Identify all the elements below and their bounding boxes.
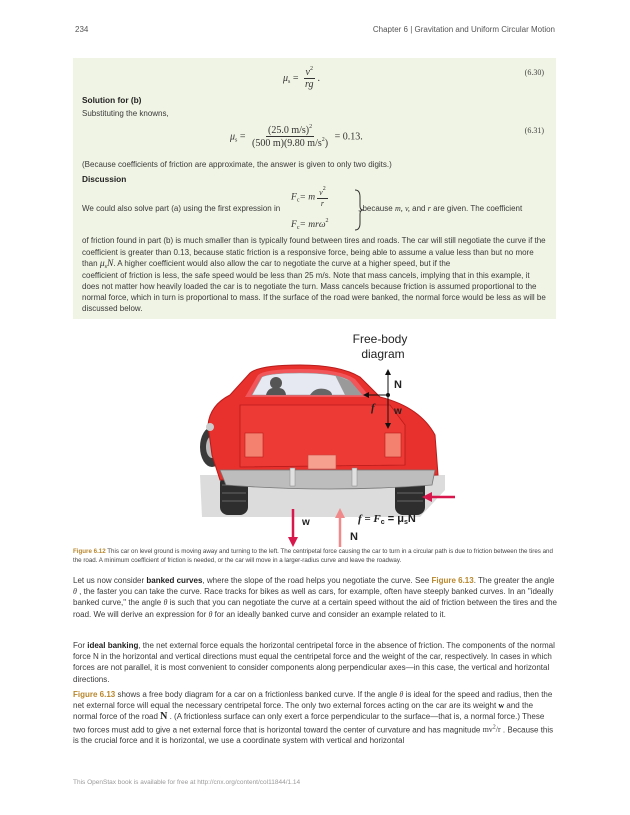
because-text: , because (358, 204, 393, 213)
term-ideal-banking: ideal banking (87, 641, 139, 650)
coefficient-text: are given. The coefficient (433, 204, 523, 213)
p2-text-a: For (73, 641, 88, 650)
normal-label: N (350, 531, 358, 543)
running-head: Chapter 6 | Gravitation and Uniform Circular Motion (372, 25, 555, 34)
fbd-title-line-1: Free-body (352, 332, 408, 346)
car-illustration (190, 325, 460, 550)
friction-equation (358, 513, 416, 526)
p3-text-c: and the normal force of the road (73, 701, 534, 722)
discussion-paragraph-1 (82, 235, 548, 274)
friction-eq-mu: = μ (384, 513, 404, 525)
theta-symbol: θ (73, 587, 77, 597)
left-taillight (245, 433, 263, 457)
mv-sup: 2 (492, 724, 496, 731)
denominator: rg (305, 79, 314, 90)
discussion-intro-end (358, 203, 558, 214)
denominator: (500 m)(9.80 m/s (252, 138, 322, 149)
equation-6-31-body: $\mu_s$ = $\frac{(25.0 m/s)^2}{(500 m)(9.80 m/s^2)}$ = 0.13. (230, 124, 363, 149)
discussion-p1-text: of friction found in part (b) is much smaller than is typically found between tires and roads. The car will still negotiate the curve if the coefficient is greater than 0.13, because static friction is a responsive force, being able to assume a value less than but no more than (82, 236, 546, 268)
weight-arrowhead (288, 537, 298, 547)
numerator-sup: 2 (310, 66, 313, 72)
figure-6-12 (190, 325, 460, 550)
numerator: (25.0 m/s) (267, 125, 310, 136)
mu-s-n: $\mu_sN$ (99, 259, 114, 270)
equation-number: (6.30) (524, 68, 544, 77)
discussion-paragraph-2: coefficient of friction is less, the safe speed would be less than 25 m/s. Note that mass cancels, implying that in this example, it does not matter how heavily loaded the car is to negotiate the turn. Mass cancels because friction is assumed proportional to the normal force, which in turn is proportional to mass. If the surface of the road were banked, the normal force would be less as will be discussed below. (82, 271, 546, 313)
discussion-intro-text: We could also solve part (a) using the first expression in (82, 204, 281, 213)
term-banked-curves: banked curves (146, 576, 203, 585)
numerator: v (305, 67, 310, 78)
p1-text-e: is such that you can negotiate the curve at a certain speed without the aid of friction between the tires and the road. We will derive an expression for (73, 598, 557, 619)
var-v: v, (404, 204, 410, 213)
caption-text: This car on level ground is moving away and turning to the left. The centripetal force causing the car to turn in a circular path is due to friction between the tires and the road. A minimum coefficient of friction is needed, or the car will move in a larger-radius curve and leave the roadway. (73, 548, 553, 564)
weight-symbol: w (498, 701, 505, 711)
p1-text-b: , where the slope of the road helps you negotiate the curve. See (202, 576, 432, 585)
fc-rhs: = m (299, 192, 316, 203)
p1-text-c: . The greater the angle (473, 576, 555, 585)
example-box (73, 58, 556, 319)
mu-symbol: μ (283, 72, 289, 84)
normal-symbol: N (160, 711, 168, 723)
equation-result: = 0.13. (334, 131, 363, 143)
var-r: r (427, 204, 431, 213)
friction-eq-n: N (407, 513, 416, 525)
paragraph-free-body (73, 689, 558, 747)
mu-sub: s (288, 78, 291, 85)
fraction (250, 124, 330, 150)
fc-system: $F_c= m$ $\frac{v^2}{r}$ $F_c= mr\omega^2$ (291, 186, 371, 234)
fbd-label-w: w (394, 406, 402, 417)
denominator-sup: 2 (321, 137, 325, 143)
fc-lhs: F (291, 192, 297, 203)
fbd-label-n: N (394, 379, 402, 391)
fc-sub: c (296, 197, 300, 204)
substituting-text: Substituting the knowns, (82, 109, 169, 118)
fbd-title-line-2: diagram (361, 347, 405, 361)
mu-sub: s (235, 137, 238, 144)
over-r-text: /r (495, 725, 501, 735)
mu-symbol: μ (99, 259, 105, 269)
equation-6-31 (73, 122, 556, 158)
p3-text-a: shows a free body diagram for a car on a frictionless banked curve. If the angle (115, 690, 400, 699)
p2-text-b: , the net external force equals the horizontal centripetal force in the absence of friction. The components of the normal force N in the horizontal and vertical directions must equal the centripetal force and the weight of the car, respectively. In cases in which forces are not parallel, it is most convenient to consider components along perpendicular axes—in this case, the vertical and horizontal directions. (73, 641, 555, 684)
p1-text-d: , the faster you can take the curve. Race tracks for bikes as well as cars, for example, often have steeply banked curves. In an "ideally banked curve," the angle (73, 587, 554, 608)
var-m: m, (394, 204, 403, 213)
mv2-over-r (483, 725, 501, 734)
p1-text-a: Let us now consider (73, 576, 147, 585)
friction-eq-lhs: f = F (358, 513, 381, 525)
fc-rhs-2: = mrω (299, 220, 326, 230)
denominator-close: ) (324, 138, 329, 149)
figure-6-13-link[interactable]: Figure 6.13 (73, 690, 116, 699)
equation-6-30 (73, 64, 556, 90)
n-symbol: N (106, 259, 114, 269)
figure-6-13-link[interactable]: Figure 6.13 (431, 576, 474, 585)
p3-text-b: is ideal for the speed and radius, then the net external force will equal the necessary centripetal force. The only two external forces acting on the car are its weight (73, 690, 553, 711)
rear-bumper (220, 470, 435, 489)
fbd-label-f: f (371, 402, 375, 414)
fbd-normal-arrowhead (385, 369, 391, 375)
note-text: (Because coefficients of friction are approximate, the answer is given to only two digits.) (82, 160, 392, 169)
mv-text: mv (482, 725, 493, 735)
passenger-head (270, 377, 282, 389)
fc-lhs-2: F (291, 220, 297, 230)
right-taillight (385, 433, 401, 457)
p1-text-f: for an ideally banked curve and consider an example related to it. (212, 609, 446, 619)
theta-symbol: θ (208, 609, 213, 619)
license-plate (308, 455, 336, 469)
eq-period: . (317, 72, 321, 84)
p3-text-e: . Because this is the crucial force and it is horizontal, we use a coordinate system with vertical and horizontal (73, 725, 554, 746)
footer-note: This OpenStax book is available for free at http://cnx.org/content/col11844/1.14 (73, 779, 301, 786)
friction-eq-mu-sub: s (403, 519, 408, 526)
theta-symbol: θ (163, 598, 168, 608)
discussion-p1-end: . A higher coefficient would also allow the car to negotiate the curve at a higher speed, but if the (113, 259, 451, 268)
page-number: 234 (75, 25, 89, 34)
bumper-guard-left (290, 468, 295, 486)
equation-number: (6.31) (524, 126, 544, 135)
paragraph-banked-curves (73, 575, 558, 620)
figure-label[interactable]: Figure 6.12 (73, 548, 106, 555)
fraction (303, 66, 316, 91)
friction-eq-sub: c (380, 519, 385, 526)
side-mirror (206, 423, 214, 431)
fc-sub-2: c (296, 225, 300, 231)
p3-text-d: . (A frictionless surface can only exert a force perpendicular to the surface—that is, a normal force.) These two forces must add to give a net external force that is horizontal toward the center of curvature and has magnitude (73, 712, 545, 735)
weight-label: w (302, 517, 310, 528)
figure-caption (73, 548, 558, 565)
equation-6-30-body: $\mu_s$ = $\frac{v^2}{rg}$ . (283, 66, 321, 90)
paragraph-ideal-banking (73, 640, 558, 685)
theta-symbol: θ (399, 690, 404, 699)
and-text: and (412, 204, 426, 213)
numerator-sup: 2 (309, 124, 313, 130)
mu-symbol: μ (230, 131, 236, 143)
bumper-guard-right (352, 468, 357, 486)
solution-b-heading: Solution for (b) (82, 95, 142, 105)
discussion-heading: Discussion (82, 174, 127, 184)
